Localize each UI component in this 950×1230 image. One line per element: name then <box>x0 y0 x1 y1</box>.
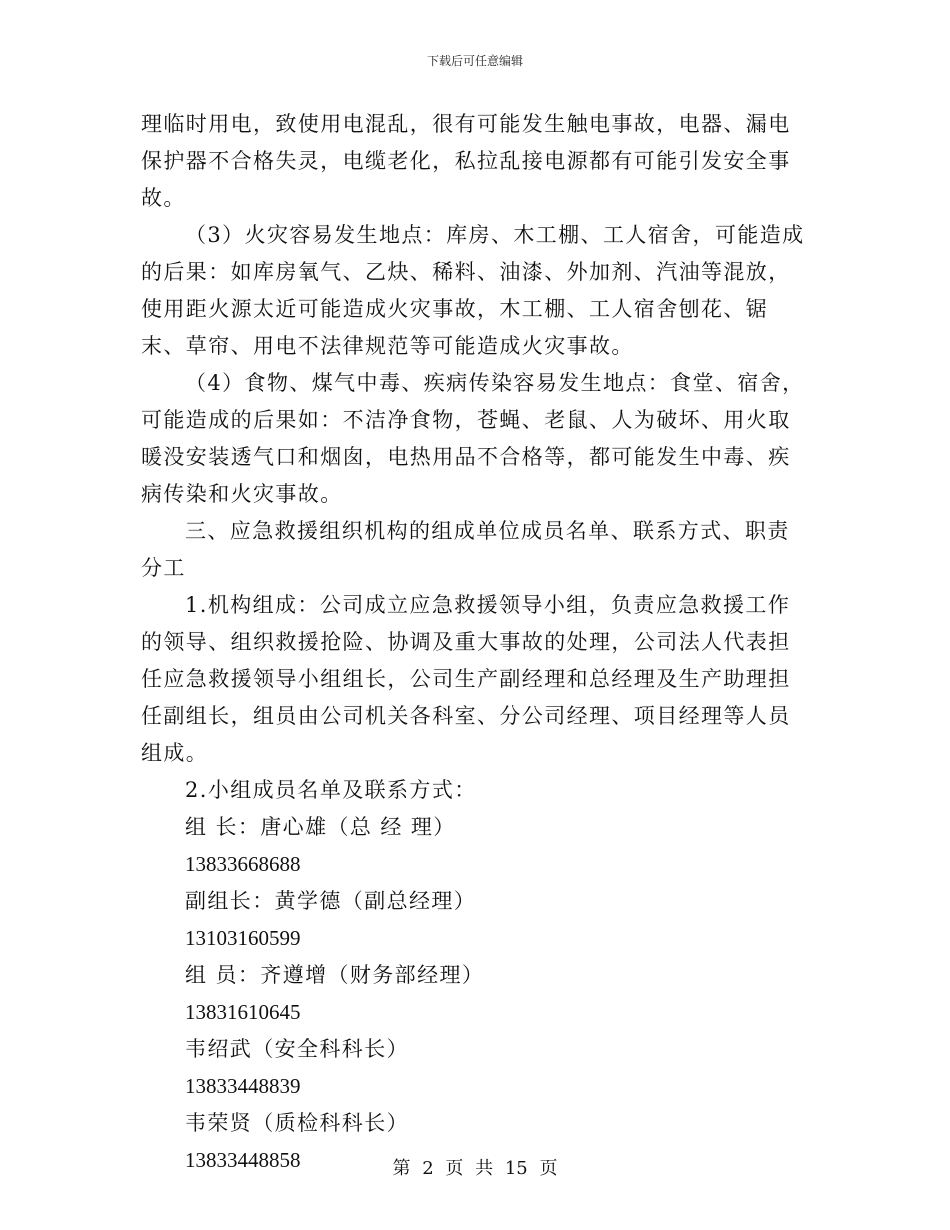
paragraph-member-list-title: 2.小组成员名单及联系方式： <box>185 778 477 802</box>
member-role-deputy-leader: 副组长：黄学德（副总经理） <box>185 889 477 913</box>
paragraph-organization-structure: 1.机构组成：公司成立应急救援领导小组，负责应急救援工作的领导、组织救援抢险、协调及重大事故的处理，公司法人代表担任应急救援领导小组组长，公司生产副经理和总经理及生产助理担任副组长，组员由公司机关各科室、分公司经理、项目经理等人员组成。 <box>141 593 791 765</box>
member-role-member-1: 组 员：齐遵增（财务部经理） <box>185 963 485 987</box>
document-body <box>141 106 806 1179</box>
paragraph-fire-hazard: （3）火灾容易发生地点：库房、木工棚、工人宿舍，可能造成的后果：如库房氧气、乙炔、稀料、油漆、外加剂、汽油等混放，使用距火源太近可能造成火灾事故，木工棚、工人宿舍刨花、锯末、草帘、用电不法律规范等可能造成火灾事故。 <box>141 223 805 358</box>
paragraph-electrical-hazard: 理临时用电，致使用电混乱，很有可能发生触电事故，电器、漏电保护器不合格失灵，电缆老化，私拉乱接电源都有可能引发安全事故。 <box>141 112 791 210</box>
member-phone-deputy-leader: 13103160599 <box>185 926 301 950</box>
member-phone-member-2: 13833448839 <box>185 1074 301 1098</box>
member-role-member-3: 韦荣贤（质检科科长） <box>185 1111 409 1135</box>
member-phone-member-3: 13833448858 <box>185 1148 301 1172</box>
member-phone-member-1: 13831610645 <box>185 1000 301 1024</box>
page-header: 下载后可任意编辑 <box>426 54 523 68</box>
section-heading-organization: 三、应急救援组织机构的组成单位成员名单、联系方式、职责分工 <box>141 519 790 580</box>
member-role-member-2: 韦绍武（安全科科长） <box>185 1037 409 1061</box>
member-role-leader: 组 长：唐心雄（总 经 理） <box>185 815 456 839</box>
member-phone-leader: 13833668688 <box>185 852 301 876</box>
paragraph-poisoning-hazard: （4）食物、煤气中毒、疾病传染容易发生地点：食堂、宿舍，可能造成的后果如：不洁净食物，苍蝇、老鼠、人为破坏、用火取暖没安装透气口和烟囱，电热用品不合格等，都可能发生中毒、疾病传染和火灾事故。 <box>141 371 805 506</box>
page-footer-page-number: 第 2 页 共 15 页 <box>392 1158 558 1179</box>
